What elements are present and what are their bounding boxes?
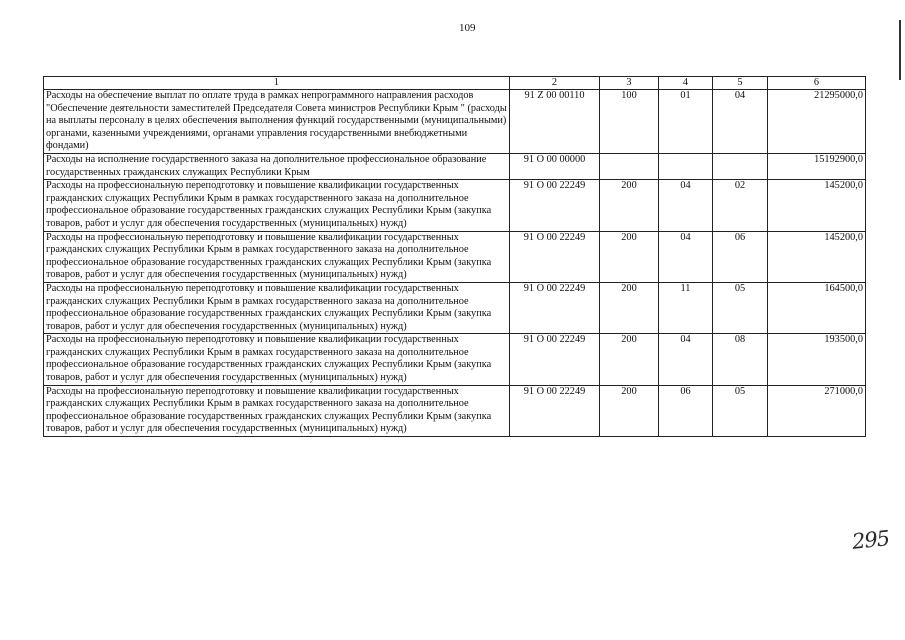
row-target-code: 91 О 00 22249: [510, 282, 600, 333]
row-subsection: [713, 153, 768, 179]
row-section: 01: [659, 90, 713, 154]
row-target-code: 91 О 00 22249: [510, 385, 600, 436]
scan-edge-line: [899, 20, 901, 80]
header-col-6: 6: [768, 77, 866, 90]
header-col-5: 5: [713, 77, 768, 90]
row-subsection: 05: [713, 385, 768, 436]
table-row: [44, 385, 866, 436]
row-expense-type: 200: [600, 385, 659, 436]
row-target-code: 91 О 00 22249: [510, 231, 600, 282]
row-expense-type: 200: [600, 180, 659, 231]
table-row: [44, 231, 866, 282]
row-section: 04: [659, 180, 713, 231]
row-expense-type: 200: [600, 334, 659, 385]
row-subsection: 06: [713, 231, 768, 282]
budget-table: [43, 76, 866, 437]
table-row: [44, 153, 866, 179]
row-subsection: 02: [713, 180, 768, 231]
row-description: Расходы на профессиональную переподготовку и повышение квалификации государственных гражданских служащих Республики Крым в рамках государственного заказа на дополнительное профессиональное образование государственных гражданских служащих Республики Крым (закупка товаров, работ и услуг для обеспечения государственных (муниципальных) нужд): [44, 231, 510, 282]
header-col-3: 3: [600, 77, 659, 90]
row-subsection: 04: [713, 90, 768, 154]
table-row: [44, 180, 866, 231]
row-description: Расходы на обеспечение выплат по оплате труда в рамках непрограммного направления расходов "Обеспечение деятельности заместителей Председателя Совета министров Республики Крым " (расходы на выплаты персоналу в целях обеспечения выполнения функций государственными (муниципальными) органами, казенными учреждениями, органами управления государственными внебюджетными фондами): [44, 90, 510, 154]
row-target-code: 91 О 00 22249: [510, 334, 600, 385]
table-row: [44, 334, 866, 385]
row-amount: 145200,0: [768, 180, 866, 231]
header-col-2: 2: [510, 77, 600, 90]
row-expense-type: 200: [600, 231, 659, 282]
row-subsection: 08: [713, 334, 768, 385]
row-expense-type: 100: [600, 90, 659, 154]
row-description: Расходы на исполнение государственного заказа на дополнительное профессиональное образование государственных гражданских служащих Республики Крым: [44, 153, 510, 179]
row-target-code: 91 О 00 00000: [510, 153, 600, 179]
header-col-1: 1: [44, 77, 510, 90]
row-expense-type: 200: [600, 282, 659, 333]
row-section: 11: [659, 282, 713, 333]
row-amount: 193500,0: [768, 334, 866, 385]
row-amount: 15192900,0: [768, 153, 866, 179]
row-section: 06: [659, 385, 713, 436]
row-amount: 271000,0: [768, 385, 866, 436]
row-amount: 21295000,0: [768, 90, 866, 154]
row-amount: 164500,0: [768, 282, 866, 333]
row-section: [659, 153, 713, 179]
row-amount: 145200,0: [768, 231, 866, 282]
table-row: [44, 282, 866, 333]
row-description: Расходы на профессиональную переподготовку и повышение квалификации государственных гражданских служащих Республики Крым в рамках государственного заказа на дополнительное профессиональное образование государственных гражданских служащих Республики Крым (закупка товаров, работ и услуг для обеспечения государственных (муниципальных) нужд): [44, 334, 510, 385]
row-section: 04: [659, 334, 713, 385]
row-description: Расходы на профессиональную переподготовку и повышение квалификации государственных гражданских служащих Республики Крым в рамках государственного заказа на дополнительное профессиональное образование государственных гражданских служащих Республики Крым (закупка товаров, работ и услуг для обеспечения государственных (муниципальных) нужд): [44, 180, 510, 231]
row-description: Расходы на профессиональную переподготовку и повышение квалификации государственных гражданских служащих Республики Крым в рамках государственного заказа на дополнительное профессиональное образование государственных гражданских служащих Республики Крым (закупка товаров, работ и услуг для обеспечения государственных (муниципальных) нужд): [44, 282, 510, 333]
page-number: 109: [459, 22, 476, 34]
table-row: [44, 90, 866, 154]
row-subsection: 05: [713, 282, 768, 333]
table-header-row: [44, 77, 866, 90]
row-target-code: 91 О 00 22249: [510, 180, 600, 231]
handwritten-page-mark: 295: [850, 526, 891, 554]
header-col-4: 4: [659, 77, 713, 90]
row-expense-type: [600, 153, 659, 179]
row-description: Расходы на профессиональную переподготовку и повышение квалификации государственных гражданских служащих Республики Крым в рамках государственного заказа на дополнительное профессиональное образование государственных гражданских служащих Республики Крым (закупка товаров, работ и услуг для обеспечения государственных (муниципальных) нужд): [44, 385, 510, 436]
row-target-code: 91 Z 00 00110: [510, 90, 600, 154]
row-section: 04: [659, 231, 713, 282]
